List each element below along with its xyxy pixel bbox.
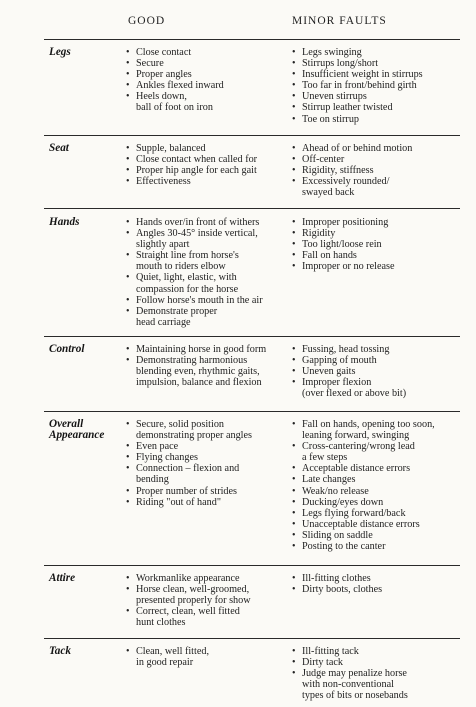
section-label-tack: Tack — [49, 645, 71, 657]
good-item: • Proper angles — [126, 69, 292, 80]
section-label-control: Control — [49, 343, 85, 355]
good-item: • Secure — [126, 58, 292, 69]
fault-item: • Rigidity, stiffness — [292, 165, 460, 176]
fault-item: • Legs flying forward/back — [292, 508, 460, 519]
fault-item: • Late changes — [292, 474, 460, 485]
good-item: • Flying changes — [126, 452, 292, 463]
fault-item: • Too far in front/behind girth — [292, 80, 460, 91]
good-item: • Heels down, ball of foot on iron — [126, 91, 292, 113]
faults-list-attire — [292, 573, 460, 595]
good-column-header: GOOD — [128, 15, 166, 27]
section-divider — [44, 39, 460, 40]
good-item: • Supple, balanced — [126, 143, 292, 154]
faults-list-overall-appearance — [292, 419, 460, 552]
fault-item: • Uneven stirrups — [292, 91, 460, 102]
fault-item: • Improper or no release — [292, 261, 460, 272]
good-item: • Ankles flexed inward — [126, 80, 292, 91]
section-divider — [44, 135, 460, 136]
section-divider — [44, 411, 460, 412]
good-item: • Demonstrate proper head carriage — [126, 306, 292, 328]
good-list-tack — [126, 646, 292, 668]
fault-item: • Fall on hands — [292, 250, 460, 261]
faults-list-hands — [292, 217, 460, 272]
section-label-hands: Hands — [49, 216, 80, 228]
good-item: • Proper number of strides — [126, 486, 292, 497]
good-item: • Horse clean, well-groomed, presented properly for show — [126, 584, 292, 606]
fault-item: • Ill-fitting clothes — [292, 573, 460, 584]
good-item: • Maintaining horse in good form — [126, 344, 292, 355]
fault-item: • Improper positioning — [292, 217, 460, 228]
faults-list-tack — [292, 646, 460, 701]
fault-item: • Toe on stirrup — [292, 114, 460, 125]
fault-item: • Legs swinging — [292, 47, 460, 58]
section-label-attire: Attire — [49, 572, 76, 584]
fault-item: • Insufficient weight in stirrups — [292, 69, 460, 80]
good-item: • Proper hip angle for each gait — [126, 165, 292, 176]
fault-item: • Excessively rounded/ swayed back — [292, 176, 460, 198]
fault-item: • Rigidity — [292, 228, 460, 239]
fault-item: • Unacceptable distance errors — [292, 519, 460, 530]
good-item: • Effectiveness — [126, 176, 292, 187]
good-item: • Secure, solid position demonstrating proper angles — [126, 419, 292, 441]
fault-item: • Stirrup leather twisted — [292, 102, 460, 113]
fault-item: • Posting to the canter — [292, 541, 460, 552]
good-item: • Demonstrating harmonious blending even, rhythmic gaits, impulsion, balance and flexion — [126, 355, 292, 388]
good-item: • Riding "out of hand" — [126, 497, 292, 508]
faults-list-legs — [292, 47, 460, 125]
section-label-seat: Seat — [49, 142, 69, 154]
good-item: • Close contact when called for — [126, 154, 292, 165]
fault-item: • Off-center — [292, 154, 460, 165]
good-list-hands — [126, 217, 292, 328]
fault-item: • Cross-cantering/wrong lead a few steps — [292, 441, 460, 463]
good-item: • Clean, well fitted, in good repair — [126, 646, 292, 668]
fault-item: • Ducking/eyes down — [292, 497, 460, 508]
good-item: • Straight line from horse's mouth to riders elbow — [126, 250, 292, 272]
fault-item: • Sliding on saddle — [292, 530, 460, 541]
fault-item: • Acceptable distance errors — [292, 463, 460, 474]
fault-item: • Improper flexion (over flexed or above bit) — [292, 377, 460, 399]
good-item: • Follow horse's mouth in the air — [126, 295, 292, 306]
good-item: • Hands over/in front of withers — [126, 217, 292, 228]
good-list-attire — [126, 573, 292, 628]
fault-item: • Dirty boots, clothes — [292, 584, 460, 595]
good-item: • Angles 30-45° inside vertical, slightly apart — [126, 228, 292, 250]
faults-list-control — [292, 344, 460, 399]
good-list-seat — [126, 143, 292, 187]
good-item: • Even pace — [126, 441, 292, 452]
fault-item: • Judge may penalize horse with non-conventional types of bits or nosebands — [292, 668, 460, 701]
faults-list-seat — [292, 143, 460, 198]
good-item: • Connection – flexion and bending — [126, 463, 292, 485]
section-divider — [44, 208, 460, 209]
good-item: • Close contact — [126, 47, 292, 58]
good-list-control — [126, 344, 292, 388]
good-item: • Quiet, light, elastic, with compassion for the horse — [126, 272, 292, 294]
section-label-overall-appearance: Overall Appearance — [49, 418, 105, 441]
section-label-legs: Legs — [49, 46, 71, 58]
fault-item: • Dirty tack — [292, 657, 460, 668]
good-list-overall-appearance — [126, 419, 292, 508]
minor-faults-column-header: MINOR FAULTS — [292, 15, 387, 27]
fault-item: • Weak/no release — [292, 486, 460, 497]
good-item: • Correct, clean, well fitted hunt clothes — [126, 606, 292, 628]
fault-item: • Ill-fitting tack — [292, 646, 460, 657]
fault-item: • Too light/loose rein — [292, 239, 460, 250]
section-divider — [44, 565, 460, 566]
section-divider — [44, 336, 460, 337]
fault-item: • Uneven gaits — [292, 366, 460, 377]
section-divider — [44, 638, 460, 639]
fault-item: • Gapping of mouth — [292, 355, 460, 366]
good-list-legs — [126, 47, 292, 114]
fault-item: • Stirrups long/short — [292, 58, 460, 69]
good-item: • Workmanlike appearance — [126, 573, 292, 584]
fault-item: • Fussing, head tossing — [292, 344, 460, 355]
fault-item: • Fall on hands, opening too soon, leaning forward, swinging — [292, 419, 460, 441]
column-header-row — [0, 12, 476, 32]
fault-item: • Ahead of or behind motion — [292, 143, 460, 154]
